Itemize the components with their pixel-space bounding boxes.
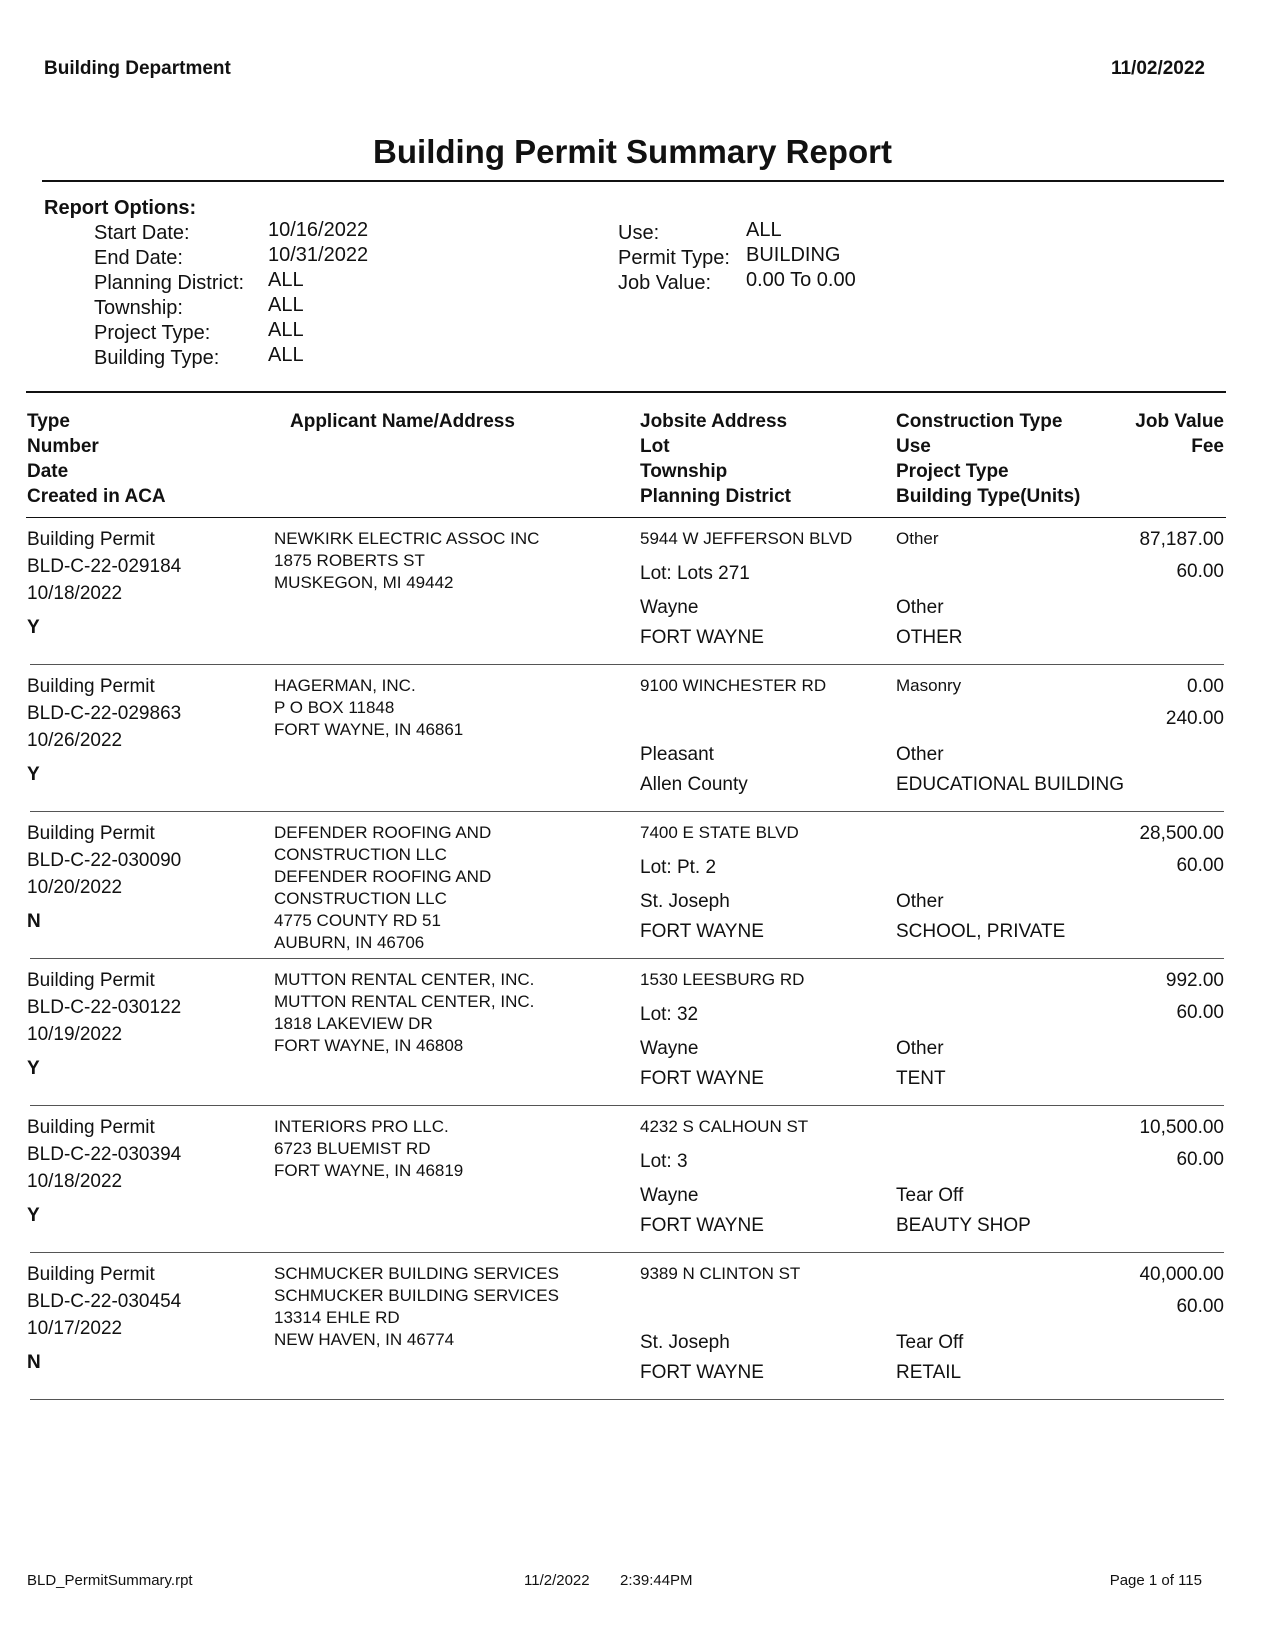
job-value: 28,500.00 (1139, 823, 1224, 844)
permit-date: 10/17/2022 (27, 1318, 123, 1339)
option-value-end-date: 10/31/2022 (268, 244, 369, 266)
fee: 60.00 (1176, 1002, 1224, 1023)
planning-district: FORT WAYNE (640, 627, 764, 648)
building-type: RETAIL (896, 1362, 962, 1383)
project-type: Other (896, 744, 944, 765)
job-value: 992.00 (1165, 970, 1224, 991)
header-divider (26, 517, 1226, 518)
job-value: 40,000.00 (1139, 1264, 1224, 1285)
applicant-line: 6723 BLUEMIST RD (274, 1139, 431, 1158)
option-label-permit-type: Permit Type: (618, 247, 730, 269)
column-header-job-value: Job Value Fee (1135, 411, 1224, 457)
jobsite-lot: Lot: Pt. 2 (640, 857, 717, 878)
column-header-applicant: Applicant Name/Address (290, 411, 515, 432)
applicant-line: 1818 LAKEVIEW DR (274, 1014, 433, 1033)
option-value-use: ALL (746, 219, 782, 241)
building-type: EDUCATIONAL BUILDING (896, 774, 1125, 795)
project-type: Other (896, 891, 944, 912)
permit-number: BLD-C-22-030090 (27, 850, 182, 871)
construction-type: Masonry (896, 676, 962, 695)
option-value-building-type: ALL (268, 344, 304, 366)
option-value-project-type: ALL (268, 319, 304, 341)
fee: 240.00 (1165, 708, 1224, 729)
permit-number: BLD-C-22-030122 (27, 997, 182, 1018)
permit-type: Building Permit (27, 1117, 155, 1138)
jobsite-township: Wayne (640, 1185, 699, 1206)
permit-type: Building Permit (27, 676, 155, 697)
permit-type: Building Permit (27, 970, 155, 991)
row-divider (30, 811, 1224, 812)
jobsite-address: 1530 LEESBURG RD (640, 970, 805, 989)
permit-date: 10/18/2022 (27, 1171, 123, 1192)
option-label-building-type: Building Type: (94, 347, 220, 369)
fee: 60.00 (1176, 561, 1224, 582)
jobsite-township: Wayne (640, 597, 699, 618)
applicant-line: 1875 ROBERTS ST (274, 551, 425, 570)
project-type: Other (896, 1038, 944, 1059)
column-header-construction: Construction Type Use Project Type Building Type(Units) (896, 411, 1081, 507)
planning-district: FORT WAYNE (640, 1215, 764, 1236)
row-divider (30, 1252, 1224, 1253)
permit-date: 10/26/2022 (27, 730, 123, 751)
applicant-line: INTERIORS PRO LLC. (274, 1117, 449, 1136)
footer-print-time: 2:39:44PM (620, 1572, 693, 1589)
option-label-planning-district: Planning District: (94, 272, 245, 294)
applicant-line: SCHMUCKER BUILDING SERVICES (274, 1286, 559, 1305)
applicant-line: CONSTRUCTION LLC (274, 889, 447, 908)
applicant-line: SCHMUCKER BUILDING SERVICES (274, 1264, 559, 1283)
footer-page-number: Page 1 of 115 (1109, 1572, 1202, 1589)
applicant-line: AUBURN, IN 46706 (274, 933, 425, 952)
jobsite-lot: Lot: 32 (640, 1004, 699, 1025)
option-label-end-date: End Date: (94, 247, 183, 269)
footer-print-date: 11/2/2022 (524, 1572, 590, 1589)
row-divider (30, 958, 1224, 959)
construction-type: Other (896, 529, 939, 548)
applicant-line: 13314 EHLE RD (274, 1308, 400, 1327)
applicant-line: FORT WAYNE, IN 46808 (274, 1036, 464, 1055)
jobsite-address: 9100 WINCHESTER RD (640, 676, 827, 695)
jobsite-township: St. Joseph (640, 891, 730, 912)
project-type: Tear Off (896, 1332, 964, 1353)
option-value-permit-type: BUILDING (746, 244, 841, 266)
option-label-start-date: Start Date: (94, 222, 190, 244)
permit-date: 10/20/2022 (27, 877, 123, 898)
jobsite-address: 9389 N CLINTON ST (640, 1264, 801, 1283)
applicant-line: NEW HAVEN, IN 46774 (274, 1330, 455, 1349)
column-header-type: Type Number Date Created in ACA (27, 411, 166, 507)
project-type: Other (896, 597, 944, 618)
option-label-township: Township: (94, 297, 183, 319)
permit-number: BLD-C-22-030394 (27, 1144, 182, 1165)
applicant-line: CONSTRUCTION LLC (274, 845, 447, 864)
row-divider (30, 1399, 1224, 1400)
fee: 60.00 (1176, 1296, 1224, 1317)
jobsite-lot: Lot: Lots 271 (640, 563, 750, 584)
applicant-line: FORT WAYNE, IN 46819 (274, 1161, 464, 1180)
jobsite-address: 5944 W JEFFERSON BLVD (640, 529, 853, 548)
applicant-line: MUTTON RENTAL CENTER, INC. (274, 992, 535, 1011)
permit-date: 10/18/2022 (27, 583, 123, 604)
applicant-line: P O BOX 11848 (274, 698, 395, 717)
created-in-aca: N (27, 1352, 41, 1373)
report-options-heading: Report Options: (44, 197, 197, 219)
job-value: 0.00 (1187, 676, 1224, 697)
fee: 60.00 (1176, 855, 1224, 876)
jobsite-township: Pleasant (640, 744, 714, 765)
planning-district: FORT WAYNE (640, 1362, 764, 1383)
applicant-line: HAGERMAN, INC. (274, 676, 416, 695)
project-type: Tear Off (896, 1185, 964, 1206)
job-value: 10,500.00 (1139, 1117, 1224, 1138)
fee: 60.00 (1176, 1149, 1224, 1170)
planning-district: FORT WAYNE (640, 921, 764, 942)
applicant-line: NEWKIRK ELECTRIC ASSOC INC (274, 529, 540, 548)
option-label-project-type: Project Type: (94, 322, 211, 344)
page-title: Building Permit Summary Report (373, 133, 892, 170)
building-type: OTHER (896, 627, 963, 648)
option-value-start-date: 10/16/2022 (268, 219, 369, 241)
permit-number: BLD-C-22-030454 (27, 1291, 182, 1312)
jobsite-township: Wayne (640, 1038, 699, 1059)
applicant-line: MUTTON RENTAL CENTER, INC. (274, 970, 535, 989)
jobsite-address: 4232 S CALHOUN ST (640, 1117, 809, 1136)
row-divider (30, 1105, 1224, 1106)
applicant-line: 4775 COUNTY RD 51 (274, 911, 441, 930)
planning-district: Allen County (640, 774, 748, 795)
applicant-line: DEFENDER ROOFING AND (274, 867, 492, 886)
permit-date: 10/19/2022 (27, 1024, 123, 1045)
applicant-line: DEFENDER ROOFING AND (274, 823, 492, 842)
building-type: BEAUTY SHOP (896, 1215, 1031, 1236)
created-in-aca: Y (27, 617, 40, 638)
department-name: Building Department (44, 58, 231, 79)
jobsite-address: 7400 E STATE BLVD (640, 823, 799, 842)
permit-type: Building Permit (27, 823, 155, 844)
created-in-aca: Y (27, 1205, 40, 1226)
permit-type: Building Permit (27, 529, 155, 550)
created-in-aca: Y (27, 764, 40, 785)
column-header-jobsite: Jobsite Address Lot Township Planning District (640, 411, 791, 507)
option-label-job-value: Job Value: (618, 272, 712, 294)
building-type: SCHOOL, PRIVATE (896, 921, 1066, 942)
job-value: 87,187.00 (1139, 529, 1224, 550)
applicant-line: MUSKEGON, MI 49442 (274, 573, 454, 592)
option-value-township: ALL (268, 294, 304, 316)
planning-district: FORT WAYNE (640, 1068, 764, 1089)
permit-type: Building Permit (27, 1264, 155, 1285)
row-divider (30, 664, 1224, 665)
created-in-aca: Y (27, 1058, 40, 1079)
building-type: TENT (896, 1068, 946, 1089)
jobsite-lot: Lot: 3 (640, 1151, 688, 1172)
permit-number: BLD-C-22-029863 (27, 703, 182, 724)
option-label-use: Use: (618, 222, 660, 244)
jobsite-township: St. Joseph (640, 1332, 730, 1353)
applicant-line: FORT WAYNE, IN 46861 (274, 720, 464, 739)
footer-file-name: BLD_PermitSummary.rpt (27, 1572, 193, 1589)
options-divider (26, 391, 1226, 393)
created-in-aca: N (27, 911, 41, 932)
report-date: 11/02/2022 (1110, 58, 1205, 79)
permit-number: BLD-C-22-029184 (27, 556, 182, 577)
option-value-planning-district: ALL (268, 269, 304, 291)
option-value-job-value: 0.00 To 0.00 (746, 269, 856, 291)
title-divider (42, 180, 1224, 182)
